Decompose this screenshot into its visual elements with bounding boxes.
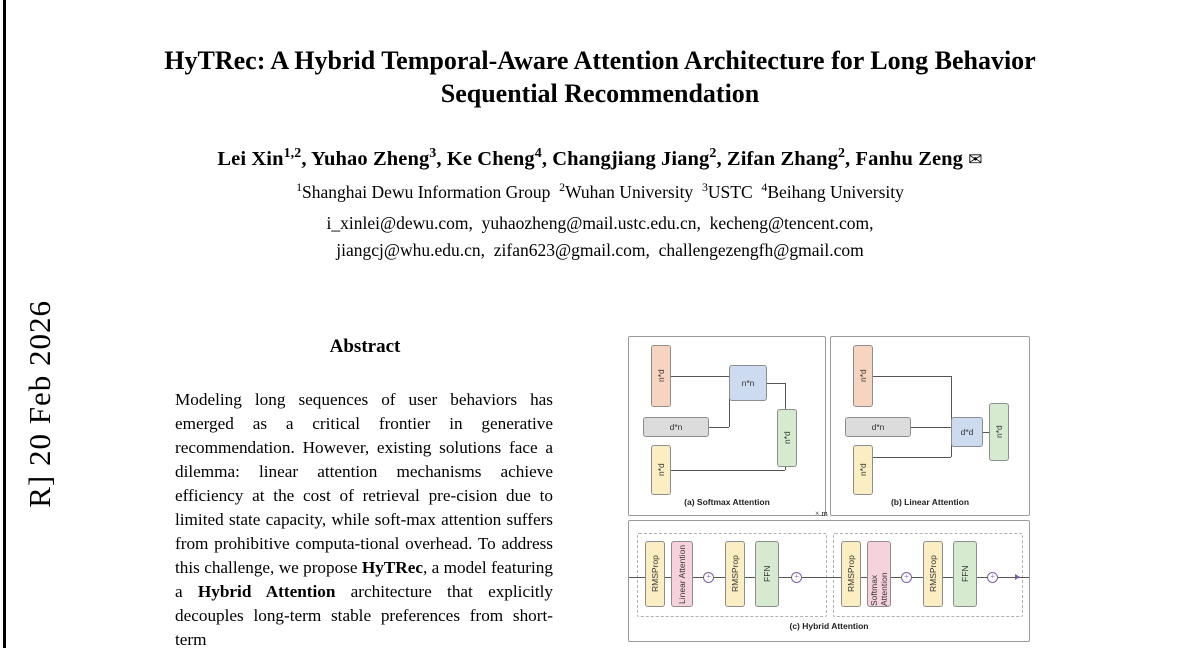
panel-c-residual-add-4: + — [987, 572, 998, 583]
page-title: HyTRec: A Hybrid Temporal-Aware Attention Architecture for Long Behavior Sequential Recommendation — [164, 46, 1036, 109]
abstract-heading: Abstract — [329, 336, 401, 357]
panel-a-block-4: n*d — [777, 409, 797, 467]
architecture-figure — [628, 330, 1028, 642]
panel-b-block-3: d*d — [951, 417, 983, 447]
panel-c-block-3: FFN — [755, 541, 779, 607]
author-list: Lei Xin$^{1,2}$, Yuhao Zheng$^3$, Ke Cheng$^4$, Changjiang Jiang$^2$, Zifan Zhang$^2$, Fanhu Zeng ✉ — [217, 146, 983, 170]
panel-b-block-2: n*d — [853, 445, 873, 495]
panel-a-caption: (a) Softmax Attention — [684, 497, 770, 507]
panel-b-block-4: n*d — [989, 403, 1009, 461]
panel-c-block-4: RMSProp — [841, 541, 861, 607]
figure-panel-a — [628, 336, 826, 516]
panel-b-caption: (b) Linear Attention — [890, 497, 970, 507]
panel-b-block-1: d*n — [845, 417, 911, 437]
figure-panel-b — [830, 336, 1030, 516]
page-left-rule — [3, 0, 6, 648]
panel-c-block-6: RMSProp — [923, 541, 943, 607]
panel-c-block-0: RMSProp — [645, 541, 665, 607]
abstract-text: Modeling long sequences of user behaviors has emerged as a critical frontier in generative recommendation. However, existing solutions face a dilemma: linear attention mechanisms achieve efficiency at the cost of retrieval pre-cision due to limited state capacity, while soft-max attention suffers from prohibitive computa-tional overhead. To address this challenge, we propose HyTRec, a model featuring a Hybrid Attention architecture that explicitly decouples long-term stable preferences from short-term — [175, 390, 553, 649]
panel-c-residual-add-3: + — [901, 572, 912, 583]
email-list: i_xinlei@dewu.com, yuhaozheng@mail.ustc.edu.cn, kecheng@tencent.com, jiangcj@whu.edu.cn, zifan623@gmail.com, challengezengfh@gmail.com — [326, 213, 874, 261]
figure-panel-c — [628, 509, 1030, 642]
affiliation-list: $^1$Shanghai Dewu Information Group $^2$Wuhan University $^3$USTC $^4$Beihang University — [296, 180, 904, 202]
panel-c-caption: (c) Hybrid Attention — [789, 621, 869, 631]
panel-c-output-arrow — [1015, 574, 1020, 580]
panel-c-block-2: RMSProp — [725, 541, 745, 607]
panel-a-block-3: n*n — [729, 365, 767, 401]
panel-c-block-1: Linear Attention — [671, 541, 693, 607]
panel-b-block-0: n*d — [853, 345, 873, 407]
panel-c-repeat-label: × m — [815, 509, 828, 518]
panel-c-block-5: Softmax Attention — [867, 541, 891, 607]
arxiv-stamp: R] 20 Feb 2026 — [22, 300, 57, 508]
panel-c-residual-add-2: + — [791, 572, 802, 583]
panel-a-block-0: n*d — [651, 345, 671, 407]
panel-c-residual-add-1: + — [703, 572, 714, 583]
panel-a-block-2: n*d — [651, 445, 671, 495]
panel-a-block-1: d*n — [643, 417, 709, 437]
panel-c-block-7: FFN — [953, 541, 977, 607]
